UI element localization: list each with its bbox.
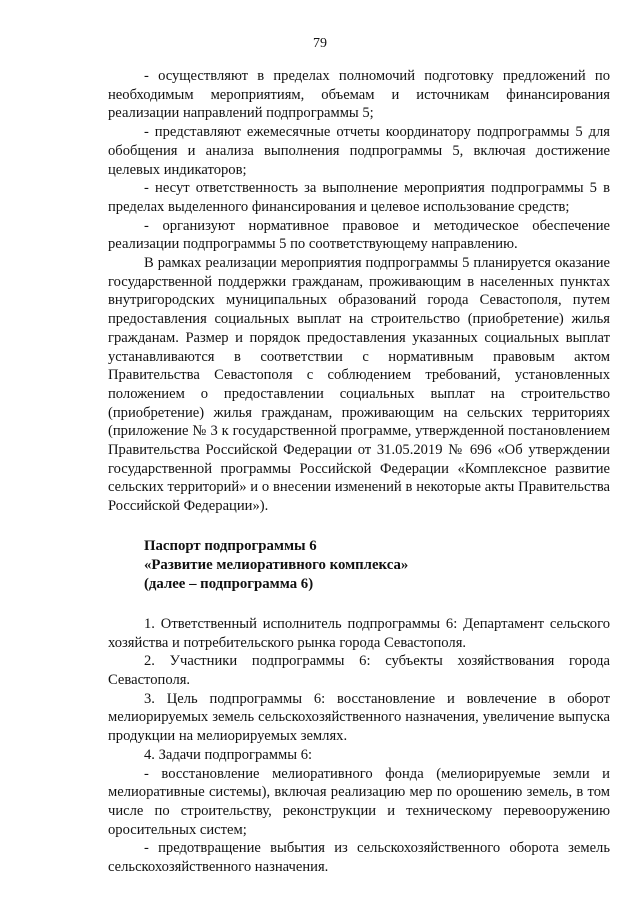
paragraph-monthly-reports: - представляют ежемесячные отчеты координатору подпрограммы 5 для обобщения и анализа выполнения подпрограммы 5, включая достижение целевых индикаторов; [108,124,610,178]
paragraph-task-prevention: - предотвращение выбытия из сельскохозяйственного оборота земель сельскохозяйственного назначения. [108,840,610,876]
paragraph-tasks-heading: 4. Задачи подпрограммы 6: [144,746,313,763]
passport-subtitle: «Развитие мелиоративного комплекса» [144,556,409,573]
page-number: 79 [313,36,327,51]
passport-note: (далее – подпрограмма 6) [144,575,314,592]
paragraph-regulatory-support: - организуют нормативное правовое и методическое обеспечение реализации подпрограммы 5 по соответствующему направлению. [108,217,610,253]
paragraph-state-support: В рамках реализации мероприятия подпрограммы 5 планируется оказание государственной поддержки гражданам, проживающим в населенных пунктах внутригородских муниципальных образований города Севастополя, путем предоставления социальных выплат на строительство (приобретение) жилья гражданам. Размер и порядок предоставления указанных социальных выплат устанавливаются в соответствии с нормативным правовым актом Правительства Севастополя с соблюдением требований, установленных положением о предоставлении социальных выплат на строительство (приобретение) жилья гражданам, проживающим на сельских территориях (приложение № 3 к государственной программе, утвержденной постановлением Правительства Российской Федерации от 31.05.2019 № 696 «Об утверждении государственной программы Российской Федерации «Комплексное развитие сельских территорий» и о внесении изменений в некоторые акты Правительства Российской Федерации»). [108,255,610,515]
document-body [108,67,610,877]
paragraph-prepare-proposals: - осуществляют в пределах полномочий подготовку предложений по необходимым мероприятиям, объемам и источникам финансирования реализации направлений подпрограммы 5; [108,68,610,122]
paragraph-participants: 2. Участники подпрограммы 6: субъекты хозяйствования города Севастополя. [108,653,610,688]
passport-title: Паспорт подпрограммы 6 [144,537,317,554]
passport-heading [108,537,610,594]
paragraph-responsible-executor: 1. Ответственный исполнитель подпрограммы 6: Департамент сельского хозяйства и потребительского рынка города Севастополя. [108,615,610,651]
paragraph-task-restoration: - восстановление мелиоративного фонда (мелиорируемые земли и мелиоративные системы), включая реализацию мер по орошению земель, в том числе по строительству, реконструкции и техническому перевооружению оросительных систем; [108,765,610,838]
paragraph-responsibility: - несут ответственность за выполнение мероприятия подпрограммы 5 в пределах выделенного финансирования и целевое использование средств; [108,180,610,215]
paragraph-goal: 3. Цель подпрограммы 6: восстановление и вовлечение в оборот мелиорируемых земель сельскохозяйственного назначения, увеличение выпуска продукции на мелиорируемых землях. [108,690,610,745]
